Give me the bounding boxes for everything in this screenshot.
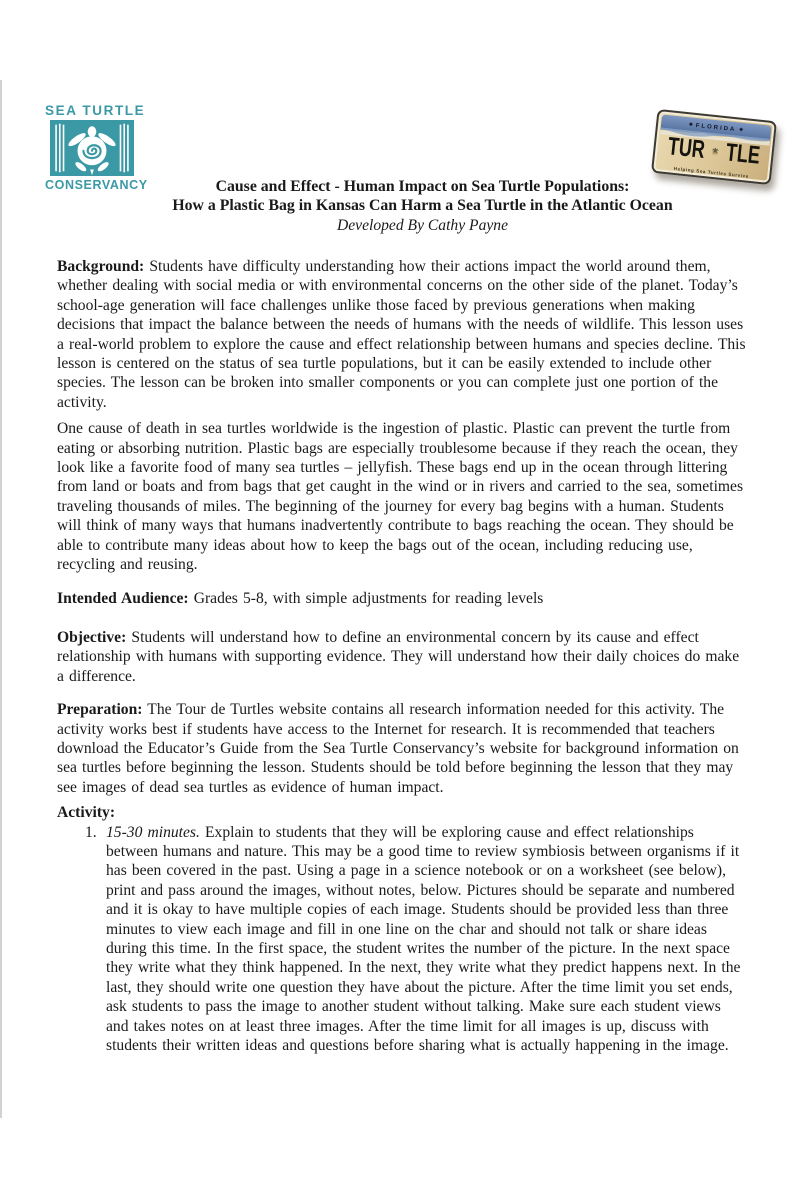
section-text: Students will understand how to define an environmental concern by its cause and effect relationship with humans with supporting evidence. They will understand how their daily choices do make a difference. (57, 628, 740, 685)
logo-top-text: SEA TURTLE (45, 103, 146, 118)
diamond-icon: ◆ (688, 122, 694, 128)
section-label: Preparation: (57, 701, 143, 719)
turtle-spiral-icon (50, 120, 134, 176)
logo-bottom-text: CONSERVANCY (45, 178, 148, 192)
document-body (57, 257, 748, 1055)
activity-heading (57, 803, 748, 822)
section-text: Students have difficulty understanding how their actions impact the world around them, whether dealing with social media or with environmental concerns on the other side of the planet. Today’s school-age generation will face challenges unlike those faced by previous generations when making decisions that impact the balance between the needs of humans with the needs of wildlife. This lesson uses a real-world problem to explore the cause and effect relationship between humans and species decline. This lesson is centered on the status of sea turtle populations, but it can be easily extended to include other species. The lesson can be broken into smaller components or you can complete just one portion of the activity. (57, 258, 746, 411)
section-label: Objective: (57, 628, 127, 646)
title-line-1: Cause and Effect - Human Impact on Sea Turtle Populations: (215, 178, 630, 195)
activity-item-duration: 15-30 minutes. (106, 823, 200, 841)
plate-turtle-icon (711, 138, 721, 165)
page-edge-line (0, 80, 2, 1118)
plate-right-letters: TLE (724, 137, 762, 170)
section-one-cause (57, 419, 748, 574)
section-text: The Tour de Turtles website contains all research information needed for this activity. The activity works best if students have access to the Internet for research. It is recommended that teachers download the Educator’s Guide from the Sea Turtle Conservancy’s website for background information on sea turtles before beginning the lesson. Students should be told before beginning the lesson that they may see images of dead sea turtles as evidence of human impact. (57, 701, 739, 796)
section-intended-audience (57, 589, 748, 608)
section-text: One cause of death in sea turtles worldwide is the ingestion of plastic. Plastic can prevent the turtle from eating or absorbing nutrition. Plastic bags are especially troublesome because if they reach the ocean, they look like a favorite food of many sea turtles – jellyfish. These bags end up in the ocean through littering from land or boats and from bags that get caught in the wind or in rivers and carried to the sea, sometimes traveling thousands of miles. The beginning of the journey for every bag begins with a human. Students will think of many ways that humans inadvertently contribute to bags reaching the ocean. They should be able to contribute many ideas about how to keep the bags out of the ocean, including reducing use, recycling and reusing. (57, 420, 744, 574)
section-label: Background: (57, 258, 145, 275)
section-label: Activity: (57, 804, 116, 822)
section-objective (57, 628, 748, 686)
activity-item-1 (85, 823, 748, 1056)
document-title-block (95, 177, 750, 235)
byline: Developed By Cathy Payne (336, 216, 509, 234)
section-label: Intended Audience: (57, 589, 189, 607)
title-line-2: How a Plastic Bag in Kansas Can Harm a Sea Turtle in the Atlantic Ocean (172, 197, 673, 215)
plate-state-label: FLORIDA (695, 122, 737, 133)
activity-item-text: Explain to students that they will be exploring cause and effect relationships between humans and nature. This may be a good time to review symbiosis between organisms if it has been covered in the past. Using a page in a science notebook or on a worksheet (see below), print and pass around the images, without notes, below. Pictures should be separate and numbered and it is okay to have multiple copies of each image. Students should be provided less than three minutes to view each image and fill in one line on the char and should not talk or share ideas during this time. In the first space, the student writes the number of the picture. In the next space they write what they think happened. In the next, they write what they predict happens next. In the last, they should write one question they have about the picture. After the time limit you set ends, ask students to pass the image to another student without talking. Make sure each student views and takes notes on at least three images. After the time limit for all images is up, discuss with students their written ideas and questions before sharing what is actually happening in the image. (106, 823, 741, 1055)
diamond-icon: ◆ (738, 127, 744, 133)
activity-list (57, 823, 748, 1056)
florida-turtle-license-plate (651, 109, 777, 185)
section-text: Grades 5-8, with simple adjustments for reading levels (193, 589, 544, 607)
list-item-number: 1. (85, 823, 97, 841)
plate-left-letters: TUR (666, 131, 707, 164)
section-preparation (57, 700, 748, 797)
plate-caption: Helping Sea Turtles Survive (673, 165, 750, 179)
section-background (57, 257, 748, 412)
